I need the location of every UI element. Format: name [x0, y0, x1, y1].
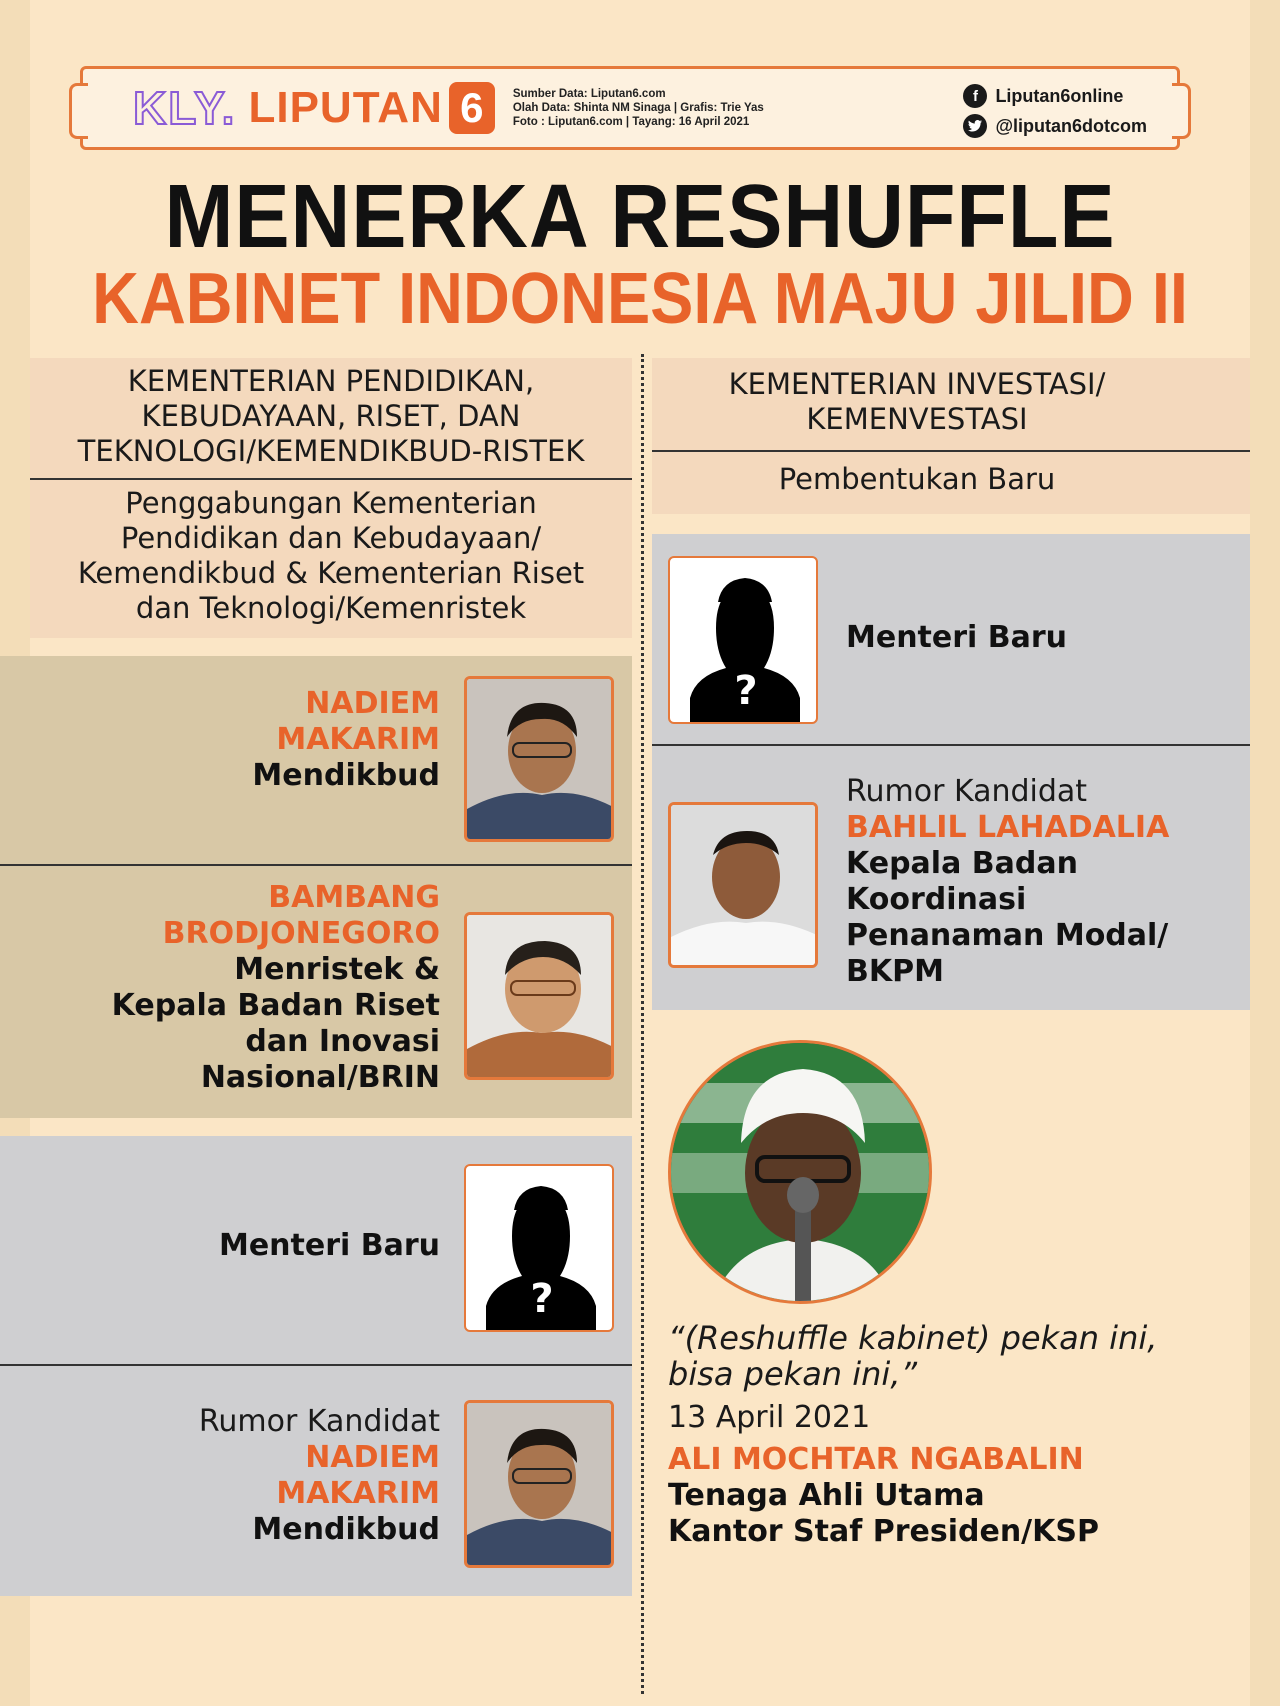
quote-line-1: “(Reshuffle kabinet) pekan ini,	[668, 1319, 1158, 1357]
right-ministry-line: KEMENVESTASI	[806, 402, 1028, 436]
bahlil-card	[846, 774, 1246, 990]
bahlil-role-1: Kepala Badan	[846, 846, 1078, 881]
question-mark: ?	[530, 1276, 554, 1322]
bambang-role-3: dan Inovasi	[245, 1024, 440, 1059]
left-desc-line: Penggabungan Kementerian	[125, 486, 537, 520]
bambang-name-1: BAMBANG	[268, 880, 440, 915]
nadiem-role: Mendikbud	[252, 758, 440, 793]
nadiem-card	[100, 686, 440, 794]
facebook-handle: Liputan6online	[995, 85, 1124, 106]
nadiem-photo	[464, 676, 614, 842]
quote-card	[668, 1320, 1248, 1550]
twitter-handle: @liputan6dotcom	[995, 115, 1147, 136]
left-ministry-line: KEMENTERIAN PENDIDIKAN,	[127, 364, 535, 398]
bambang-role-2: Kepala Badan Riset	[111, 988, 440, 1023]
bambang-photo	[464, 912, 614, 1080]
sub-title: KABINET INDONESIA MAJU JILID II	[92, 259, 1188, 339]
credit-source: Sumber Data: Liputan6.com	[512, 88, 666, 100]
left-rumor-role: Mendikbud	[252, 1512, 440, 1547]
bahlil-role-2: Koordinasi	[846, 882, 1027, 917]
credit-data: Olah Data: Shinta NM Sinaga | Grafis: Trie Yas	[512, 102, 764, 114]
left-desc-line: Kemendikbud & Kementerian Riset	[77, 556, 585, 590]
right-new-minister-label: Menteri Baru	[846, 620, 1068, 655]
credits	[513, 87, 764, 129]
right-ministry-name	[652, 367, 1182, 437]
bahlil-role-3: Penanaman Modal/	[846, 918, 1169, 953]
unknown-person-icon	[668, 556, 818, 724]
left-desc-line: dan Teknologi/Kemenristek	[135, 591, 527, 625]
right-ministry-line: KEMENTERIAN INVESTASI/	[728, 367, 1106, 401]
liputan-logo: LIPUTAN	[248, 83, 443, 132]
quote-speaker: ALI MOCHTAR NGABALIN	[668, 1442, 1084, 1477]
facebook-link[interactable]	[963, 81, 1147, 111]
left-ministry-name	[30, 364, 632, 469]
nadiem-name-2: MAKARIM	[276, 722, 440, 757]
left-rumor-label: Rumor Kandidat	[198, 1404, 440, 1439]
left-header-rule	[30, 478, 632, 480]
quote-date: 13 April 2021	[668, 1400, 871, 1435]
bambang-role-1: Menristek &	[234, 952, 440, 987]
right-minister-rule	[652, 744, 1250, 746]
facebook-icon: f	[963, 84, 987, 108]
credit-photo: Foto : Liputan6.com | Tayang: 16 April 2021	[512, 116, 750, 128]
question-mark: ?	[734, 668, 758, 714]
left-ministry-desc	[30, 486, 632, 626]
bahlil-label: Rumor Kandidat	[846, 774, 1088, 809]
liputan6-badge: 6	[449, 82, 495, 134]
quote-line-2: bisa pekan ini,”	[668, 1355, 918, 1393]
twitter-icon	[963, 114, 987, 138]
quote-role-1: Tenaga Ahli Utama	[668, 1478, 985, 1513]
nadiem-name-1: NADIEM	[305, 686, 440, 721]
header-banner	[80, 66, 1180, 150]
main-title: MENERKA RESHUFFLE	[164, 167, 1116, 267]
right-header-rule	[652, 450, 1250, 452]
bambang-card	[40, 880, 440, 1096]
left-rumor-name-1: NADIEM	[305, 1440, 440, 1475]
nadiem-photo-rumor	[464, 1400, 614, 1568]
left-new-minister-label: Menteri Baru	[218, 1228, 440, 1263]
social-links	[963, 81, 1147, 141]
bahlil-name: BAHLIL LAHADALIA	[846, 810, 1170, 845]
quote-role-2: Kantor Staf Presiden/KSP	[668, 1514, 1099, 1549]
future-rule	[0, 1364, 632, 1366]
left-rumor-card	[60, 1404, 440, 1548]
ngabalin-photo	[668, 1040, 932, 1304]
right-ministry-desc: Pembentukan Baru	[778, 462, 1056, 496]
bahlil-role-4: BKPM	[846, 954, 944, 989]
left-ministry-line: KEBUDAYAAN, RISET, DAN	[141, 399, 521, 433]
column-divider	[641, 354, 644, 1694]
bahlil-photo	[668, 802, 818, 968]
left-rumor-name-2: MAKARIM	[276, 1476, 440, 1511]
background-stripe-right	[1250, 0, 1280, 1706]
left-ministry-line: TEKNOLOGI/KEMENDIKBUD-RISTEK	[77, 434, 585, 468]
minister-rule	[0, 864, 632, 866]
right-new-minister-card	[846, 620, 1226, 656]
left-new-minister-card	[100, 1228, 440, 1264]
twitter-link[interactable]	[963, 111, 1147, 141]
left-desc-line: Pendidikan dan Kebudayaan/	[120, 521, 542, 555]
unknown-person-icon	[464, 1164, 614, 1332]
kly-logo: KLY.	[133, 82, 237, 134]
bambang-name-2: BRODJONEGORO	[162, 916, 440, 951]
bambang-role-4: Nasional/BRIN	[200, 1060, 440, 1095]
